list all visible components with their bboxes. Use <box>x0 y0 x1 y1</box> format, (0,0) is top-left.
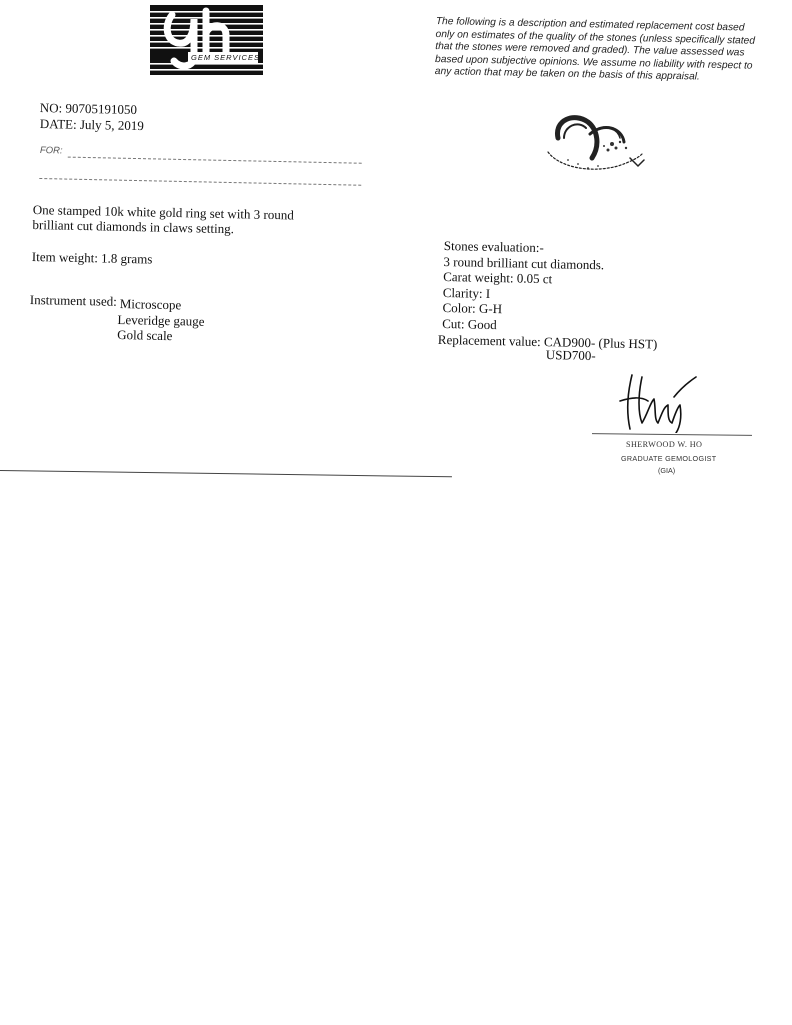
appraisal-date: DATE: July 5, 2019 <box>39 116 144 134</box>
for-field <box>40 145 365 168</box>
for-label: FOR: <box>39 145 63 157</box>
logo-text: GEM SERVICES <box>191 53 260 62</box>
instrument-item: Leveridge gauge <box>117 311 205 329</box>
instrument-item: Gold scale <box>117 326 173 344</box>
signatory-credential: (GIA) <box>658 466 676 475</box>
instruments-label: Instrument used: <box>29 292 117 309</box>
handwritten-signature <box>598 367 698 433</box>
for-blank-line <box>68 157 362 164</box>
stones-line: Color: G-H <box>442 300 503 317</box>
stones-line: 3 round brilliant cut diamonds. <box>443 253 605 272</box>
instrument-item: Microscope <box>119 296 182 313</box>
stones-heading: Stones evaluation:- <box>443 238 544 256</box>
ring-sketch <box>518 108 650 180</box>
usd-value: USD700- <box>545 347 596 364</box>
signatory-name: SHERWOOD W. HO <box>626 440 703 449</box>
stones-line: Carat weight: 0.05 ct <box>443 269 553 287</box>
signatory-title: GRADUATE GEMOLOGIST <box>621 454 717 463</box>
signature-line <box>592 433 752 436</box>
stones-line: Cut: Good <box>442 315 497 333</box>
item-description: One stamped 10k white gold ring set with 3 round brilliant cut diamonds in claws setting. <box>32 202 295 237</box>
stones-evaluation <box>437 238 704 353</box>
for-blank-line-2 <box>39 178 361 186</box>
replacement-value: Replacement value: CAD900- (Plus HST) <box>437 331 658 352</box>
stones-line: Clarity: I <box>442 284 491 301</box>
section-divider <box>0 470 452 477</box>
appraisal-disclaimer: The following is a description and estimated replacement cost based only on estimates of the quality of the stones (unless specifically stated that the stones were removed and graded). The value assessed was based upon subjective opinions. We assume no liability with respect to any action that may be taken on the basis of this appraisal. <box>434 16 756 83</box>
appraisal-number: NO: 90705191050 <box>39 100 138 118</box>
company-logo <box>150 5 263 75</box>
instruments-list <box>117 296 205 344</box>
item-weight: Item weight: 1.8 grams <box>31 249 153 267</box>
